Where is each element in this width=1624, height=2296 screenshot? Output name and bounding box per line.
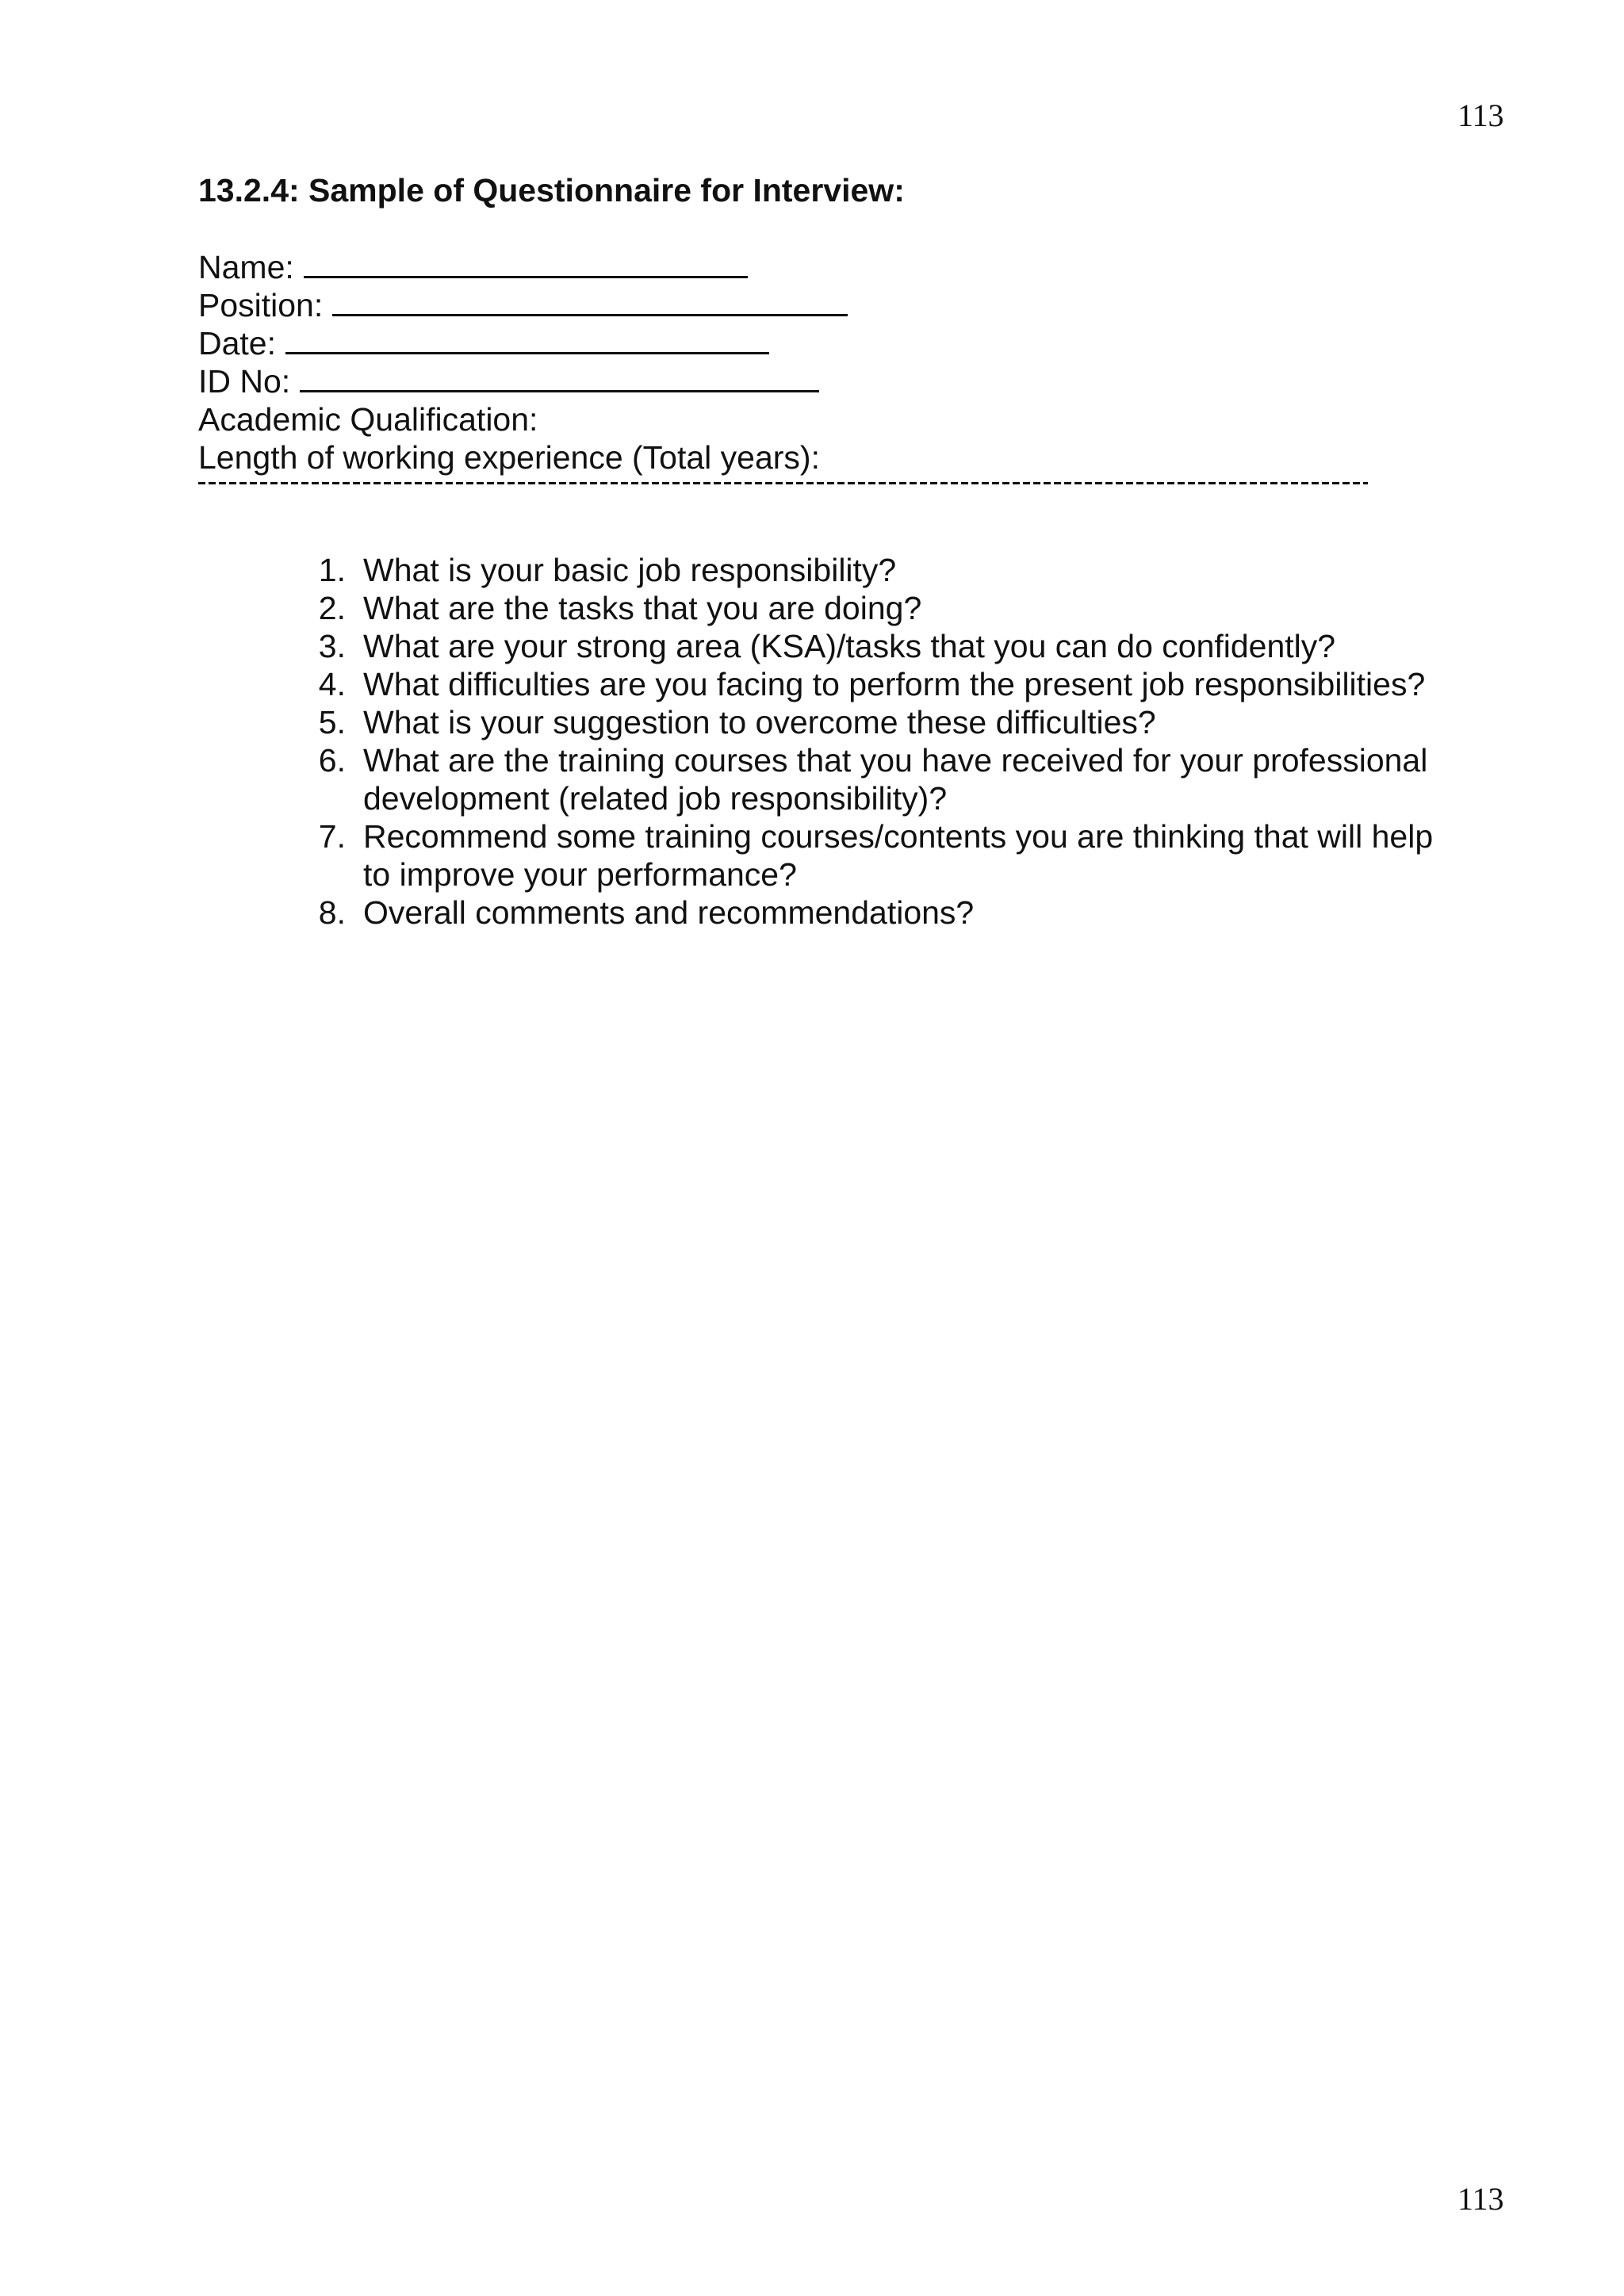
name-label: Name: (198, 249, 294, 285)
academic-qualification-row (198, 400, 848, 438)
question-list (293, 551, 1467, 932)
question-text: What are your strong area (KSA)/tasks that you can do confidently? (363, 628, 1336, 664)
question-text: What is your basic job responsibility? (363, 552, 897, 588)
page-number-bottom: 113 (1457, 2181, 1504, 2217)
page-number-top: 113 (1457, 98, 1504, 133)
question-number: 4. (318, 666, 346, 702)
experience-row (198, 438, 848, 476)
experience-label: Length of working experience (Total years): (198, 439, 820, 476)
section-heading: 13.2.4: Sample of Questionnaire for Interview: (198, 172, 905, 209)
question-item (293, 817, 1467, 894)
date-label: Date: (198, 325, 276, 362)
position-field-row (198, 286, 848, 324)
id-field-row (198, 362, 848, 400)
question-number: 2. (318, 590, 346, 626)
question-number: 5. (318, 704, 346, 740)
question-number: 8. (318, 894, 346, 931)
question-item (293, 665, 1467, 703)
name-blank-line[interactable] (304, 249, 748, 278)
question-item (293, 589, 1467, 627)
question-text: Overall comments and recommendations? (363, 894, 975, 931)
position-blank-line[interactable] (332, 287, 848, 316)
question-text: Recommend some training courses/contents you are thinking that will help to improve your performance? (363, 818, 1434, 893)
id-blank-line[interactable] (300, 363, 819, 392)
id-label: ID No: (198, 363, 291, 400)
question-number: 6. (318, 742, 346, 779)
academic-qualification-label: Academic Qualification: (198, 401, 538, 438)
question-number: 3. (318, 628, 346, 664)
question-text: What are the tasks that you are doing? (363, 590, 922, 626)
question-item (293, 627, 1467, 665)
question-text: What is your suggestion to overcome these difficulties? (363, 704, 1156, 740)
question-item (293, 703, 1467, 741)
respondent-info-fields (198, 248, 848, 476)
date-field-row (198, 324, 848, 362)
question-item (293, 741, 1467, 817)
date-blank-line[interactable] (285, 325, 769, 354)
question-text: What difficulties are you facing to perform the present job responsibilities? (363, 666, 1426, 702)
question-number: 1. (318, 552, 346, 588)
question-number: 7. (318, 818, 346, 855)
question-item (293, 894, 1467, 932)
name-field-row (198, 248, 848, 286)
question-text: What are the training courses that you have received for your professional development (related job responsibility)? (363, 742, 1428, 817)
position-label: Position: (198, 287, 324, 323)
dashed-divider (198, 482, 1368, 484)
question-item (293, 551, 1467, 589)
